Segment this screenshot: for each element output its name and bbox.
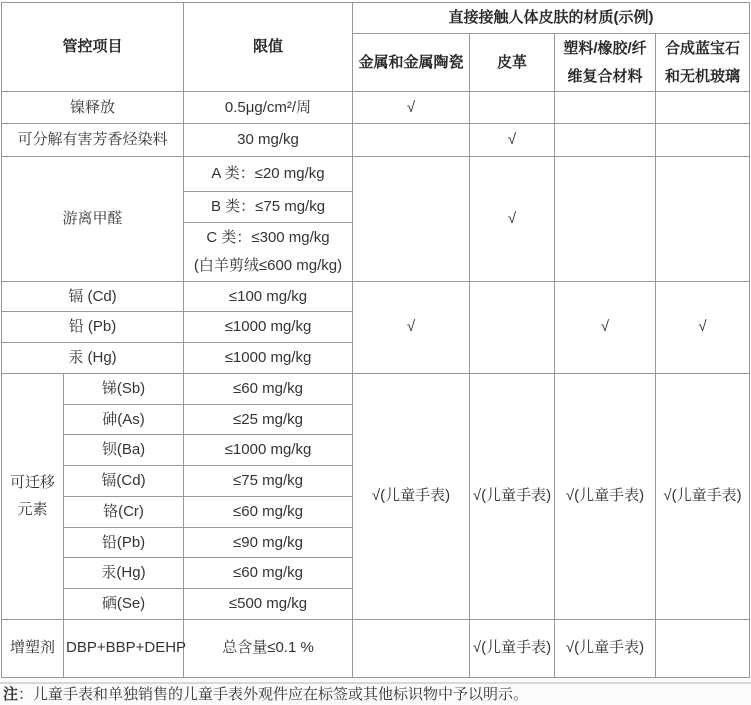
table-row-plasticizer <box>2 619 750 677</box>
check-plasticizer-leather: √(儿童手表) <box>470 619 555 677</box>
cadmium-limit: ≤100 mg/kg <box>184 281 353 312</box>
check-plasticizer-plastic: √(儿童手表) <box>555 619 656 677</box>
element-label: 镉(Cd) <box>64 466 184 497</box>
element-limit: ≤1000 mg/kg <box>184 435 353 466</box>
header-material-sapphire: 合成蓝宝石和无机玻璃 <box>656 33 750 92</box>
element-limit: ≤25 mg/kg <box>184 404 353 435</box>
formaldehyde-limit-b: B 类：≤75 mg/kg <box>184 192 353 223</box>
plasticizer-substances: DBP+BBP+DEHP <box>64 619 184 677</box>
check-azo-leather: √ <box>470 124 555 157</box>
element-limit: ≤90 mg/kg <box>184 527 353 558</box>
formaldehyde-label: 游离甲醛 <box>2 157 184 281</box>
header-material-plastic: 塑料/橡胶/纤维复合材料 <box>555 33 656 92</box>
element-limit: ≤60 mg/kg <box>184 558 353 589</box>
footnote-prefix: 注 <box>3 685 19 703</box>
header-material-leather: 皮革 <box>470 33 555 92</box>
check-plasticizer-sapphire <box>656 619 750 677</box>
lead-limit: ≤1000 mg/kg <box>184 312 353 343</box>
azo-dyes-label: 可分解有害芳香烃染料 <box>2 124 184 157</box>
element-limit: ≤75 mg/kg <box>184 466 353 497</box>
check-nickel-sapphire <box>656 92 750 124</box>
header-material-metal: 金属和金属陶瓷 <box>353 33 470 92</box>
check-heavy-metal: √ <box>353 281 470 373</box>
check-azo-plastic <box>555 124 656 157</box>
compliance-table <box>1 2 750 678</box>
element-label: 砷(As) <box>64 404 184 435</box>
cadmium-label: 镉 (Cd) <box>2 281 184 312</box>
element-label: 铅(Pb) <box>64 527 184 558</box>
nickel-label: 镍释放 <box>2 92 184 124</box>
footnote-text: ：儿童手表和单独销售的儿童手表外观件应在标签或其他标识物中予以明示。 <box>18 685 529 703</box>
check-heavy-leather <box>470 281 555 373</box>
element-label: 汞(Hg) <box>64 558 184 589</box>
lead-label: 铅 (Pb) <box>2 312 184 343</box>
plasticizer-limit: 总含量≤0.1 % <box>184 619 353 677</box>
table-row-antimony <box>2 373 750 404</box>
check-heavy-sapphire: √ <box>656 281 750 373</box>
check-migratable-plastic: √(儿童手表) <box>555 373 656 619</box>
table-row-nickel <box>2 92 750 124</box>
mercury-limit: ≤1000 mg/kg <box>184 343 353 374</box>
page <box>0 2 751 703</box>
element-limit: ≤60 mg/kg <box>184 373 353 404</box>
element-label: 钡(Ba) <box>64 435 184 466</box>
element-limit: ≤500 mg/kg <box>184 589 353 620</box>
element-label: 硒(Se) <box>64 589 184 620</box>
table-row-azo-dyes <box>2 124 750 157</box>
header-group-row <box>2 3 750 34</box>
check-migratable-leather: √(儿童手表) <box>470 373 555 619</box>
check-nickel-plastic <box>555 92 656 124</box>
element-label: 锑(Sb) <box>64 373 184 404</box>
check-formaldehyde-plastic <box>555 157 656 281</box>
element-limit: ≤60 mg/kg <box>184 496 353 527</box>
check-heavy-plastic: √ <box>555 281 656 373</box>
check-migratable-sapphire: √(儿童手表) <box>656 373 750 619</box>
table-row-cadmium <box>2 281 750 312</box>
formaldehyde-limit-c <box>184 223 353 282</box>
check-formaldehyde-leather: √ <box>470 157 555 281</box>
element-label: 铬(Cr) <box>64 496 184 527</box>
plasticizer-label: 增塑剂 <box>2 619 64 677</box>
check-formaldehyde-sapphire <box>656 157 750 281</box>
check-nickel-leather <box>470 92 555 124</box>
formaldehyde-limit-a: A 类：≤20 mg/kg <box>184 157 353 192</box>
bottom-divider <box>0 682 751 684</box>
azo-dyes-limit: 30 mg/kg <box>184 124 353 157</box>
migratable-label: 可迁移元素 <box>2 373 64 619</box>
check-migratable-metal: √(儿童手表) <box>353 373 470 619</box>
header-limit: 限值 <box>184 3 353 92</box>
formaldehyde-limit-c-line2: (白羊剪绒≤600 mg/kg) <box>193 256 343 274</box>
header-materials-group: 直接接触人体皮肤的材质(示例) <box>353 3 750 34</box>
header-project: 管控项目 <box>2 3 184 92</box>
mercury-label: 汞 (Hg) <box>2 343 184 374</box>
check-nickel-metal: √ <box>353 92 470 124</box>
nickel-limit: 0.5μg/cm²/周 <box>184 92 353 124</box>
check-azo-sapphire <box>656 124 750 157</box>
check-formaldehyde-metal <box>353 157 470 281</box>
check-plasticizer-metal <box>353 619 470 677</box>
table-row-formaldehyde-a <box>2 157 750 192</box>
formaldehyde-limit-c-line1: C 类：≤300 mg/kg <box>206 229 330 246</box>
check-azo-metal <box>353 124 470 157</box>
